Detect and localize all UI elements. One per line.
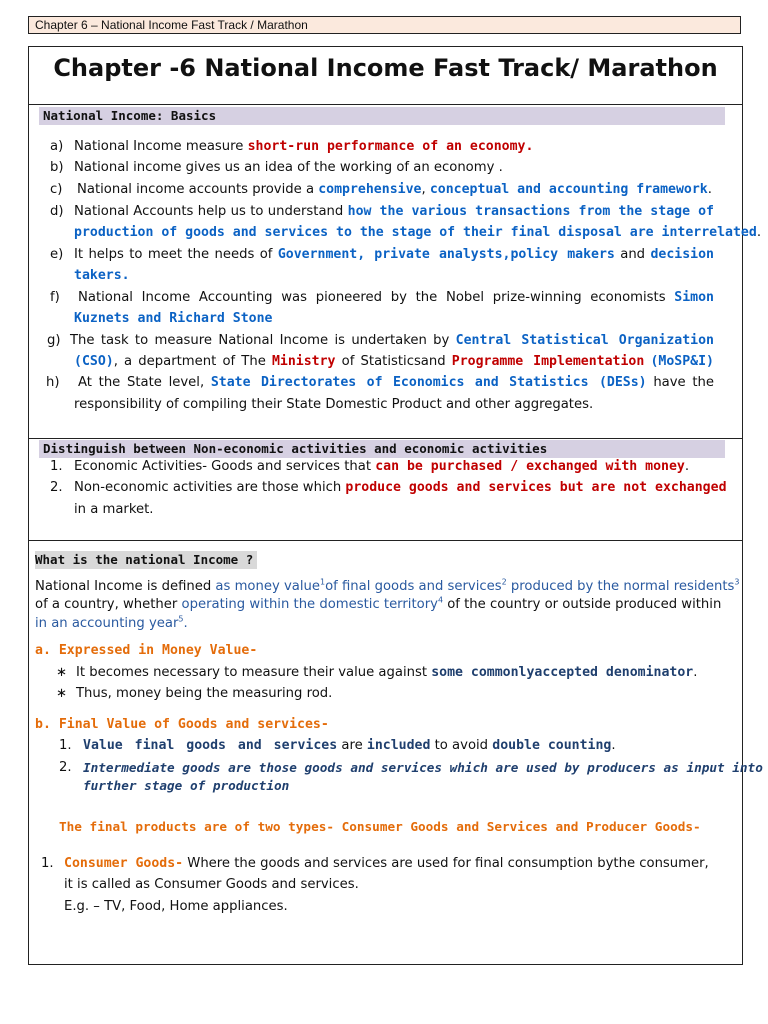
item-marker: e) xyxy=(50,247,64,262)
item-marker: 2. xyxy=(50,480,63,495)
item-marker: d) xyxy=(50,204,64,219)
section-heading-basics: National Income: Basics xyxy=(39,107,725,125)
item-text-line1: Consumer Goods- Where the goods and services are used for final consumption bythe consumer, xyxy=(64,856,709,871)
item-text-line2: it is called as Consumer Goods and services. xyxy=(64,877,359,892)
definition-line1: National Income is defined as money value$^1$of final goods and services$^2$ produced by the normal residents$^3$ xyxy=(35,577,740,594)
page-title: Chapter -6 National Income Fast Track/ Marathon xyxy=(53,54,718,82)
item-marker: f) xyxy=(50,290,60,305)
item-text: Non-economic activities are those which produce goods and services but are not exchanged xyxy=(74,480,727,495)
item-marker: 1. xyxy=(59,738,72,753)
item-text-line2: production of goods and services to the stage of their final disposal are interrelated. xyxy=(74,225,762,240)
item-text-line2: Kuznets and Richard Stone xyxy=(74,311,273,326)
item-marker: c) xyxy=(50,182,63,197)
section-heading-what-is: What is the national Income ? xyxy=(35,551,257,569)
item-text-line1: Intermediate goods are those goods and services which are used by producers as input into xyxy=(83,760,763,775)
divider-title xyxy=(28,104,743,105)
item-text-line3: E.g. – TV, Food, Home appliances. xyxy=(64,899,288,914)
item-text-line2: responsibility of compiling their State Domestic Product and other aggregates. xyxy=(74,397,594,412)
item-marker: 1. xyxy=(50,459,63,474)
item-text: Value final goods and services are included to avoid double counting. xyxy=(83,738,616,753)
section-heading-activities: Distinguish between Non-economic activities and economic activities xyxy=(39,440,725,458)
item-text: National income gives us an idea of the working of an economy . xyxy=(74,160,503,175)
subheading-money-value: a. Expressed in Money Value- xyxy=(35,643,258,658)
subheading-final-value: b. Final Value of Goods and services- xyxy=(35,717,329,732)
definition-line2: of a country, whether operating within the domestic territory$^4$ of the country or outside produced within xyxy=(35,595,722,612)
item-marker: b) xyxy=(50,160,64,175)
bullet-text: It becomes necessary to measure their value against some commonlyaccepted denominator. xyxy=(76,665,698,680)
item-marker: 2. xyxy=(59,760,72,775)
item-text-line2: further stage of production xyxy=(83,778,290,793)
bullet-icon: ∗ xyxy=(56,665,68,680)
item-text-line2: takers. xyxy=(74,268,130,283)
definition-line3: in an accounting year$^5$. xyxy=(35,614,188,631)
item-text: National income accounts provide a comprehensive, conceptual and accounting framework. xyxy=(77,182,712,197)
item-marker: a) xyxy=(50,139,64,154)
final-products-types: The final products are of two types- Consumer Goods and Services and Producer Goods- xyxy=(59,819,701,834)
bullet-icon: ∗ xyxy=(56,686,68,701)
item-marker: h) xyxy=(46,375,60,390)
item-marker: 1. xyxy=(41,856,54,871)
item-text-line1: It helps to meet the needs of Government, private analysts,policy makers and decision xyxy=(74,247,714,262)
item-text-line2: in a market. xyxy=(74,502,154,517)
item-text: Economic Activities- Goods and services that can be purchased / exchanged with money. xyxy=(74,459,690,474)
item-text-line1: National Income Accounting was pioneered by the Nobel prize-winning economists Simon xyxy=(78,290,714,305)
item-text-line1: At the State level, State Directorates of Economics and Statistics (DESs) have the xyxy=(78,375,715,390)
item-text-line1: National Accounts help us to understand how the various transactions from the stage of xyxy=(74,204,714,219)
item-marker: g) xyxy=(47,333,61,348)
running-header: Chapter 6 – National Income Fast Track / Marathon xyxy=(28,16,741,34)
bullet-text: Thus, money being the measuring rod. xyxy=(76,686,333,701)
item-text: National Income measure short-run performance of an economy. xyxy=(74,139,534,154)
divider-section2 xyxy=(28,438,743,439)
item-text-line1: The task to measure National Income is undertaken by Central Statistical Organization xyxy=(70,333,715,348)
divider-section3 xyxy=(28,540,743,541)
item-text-line2: (CSO), a department of The Ministry of Statisticsand Programme Implementation (MoSP&I) xyxy=(74,354,714,369)
